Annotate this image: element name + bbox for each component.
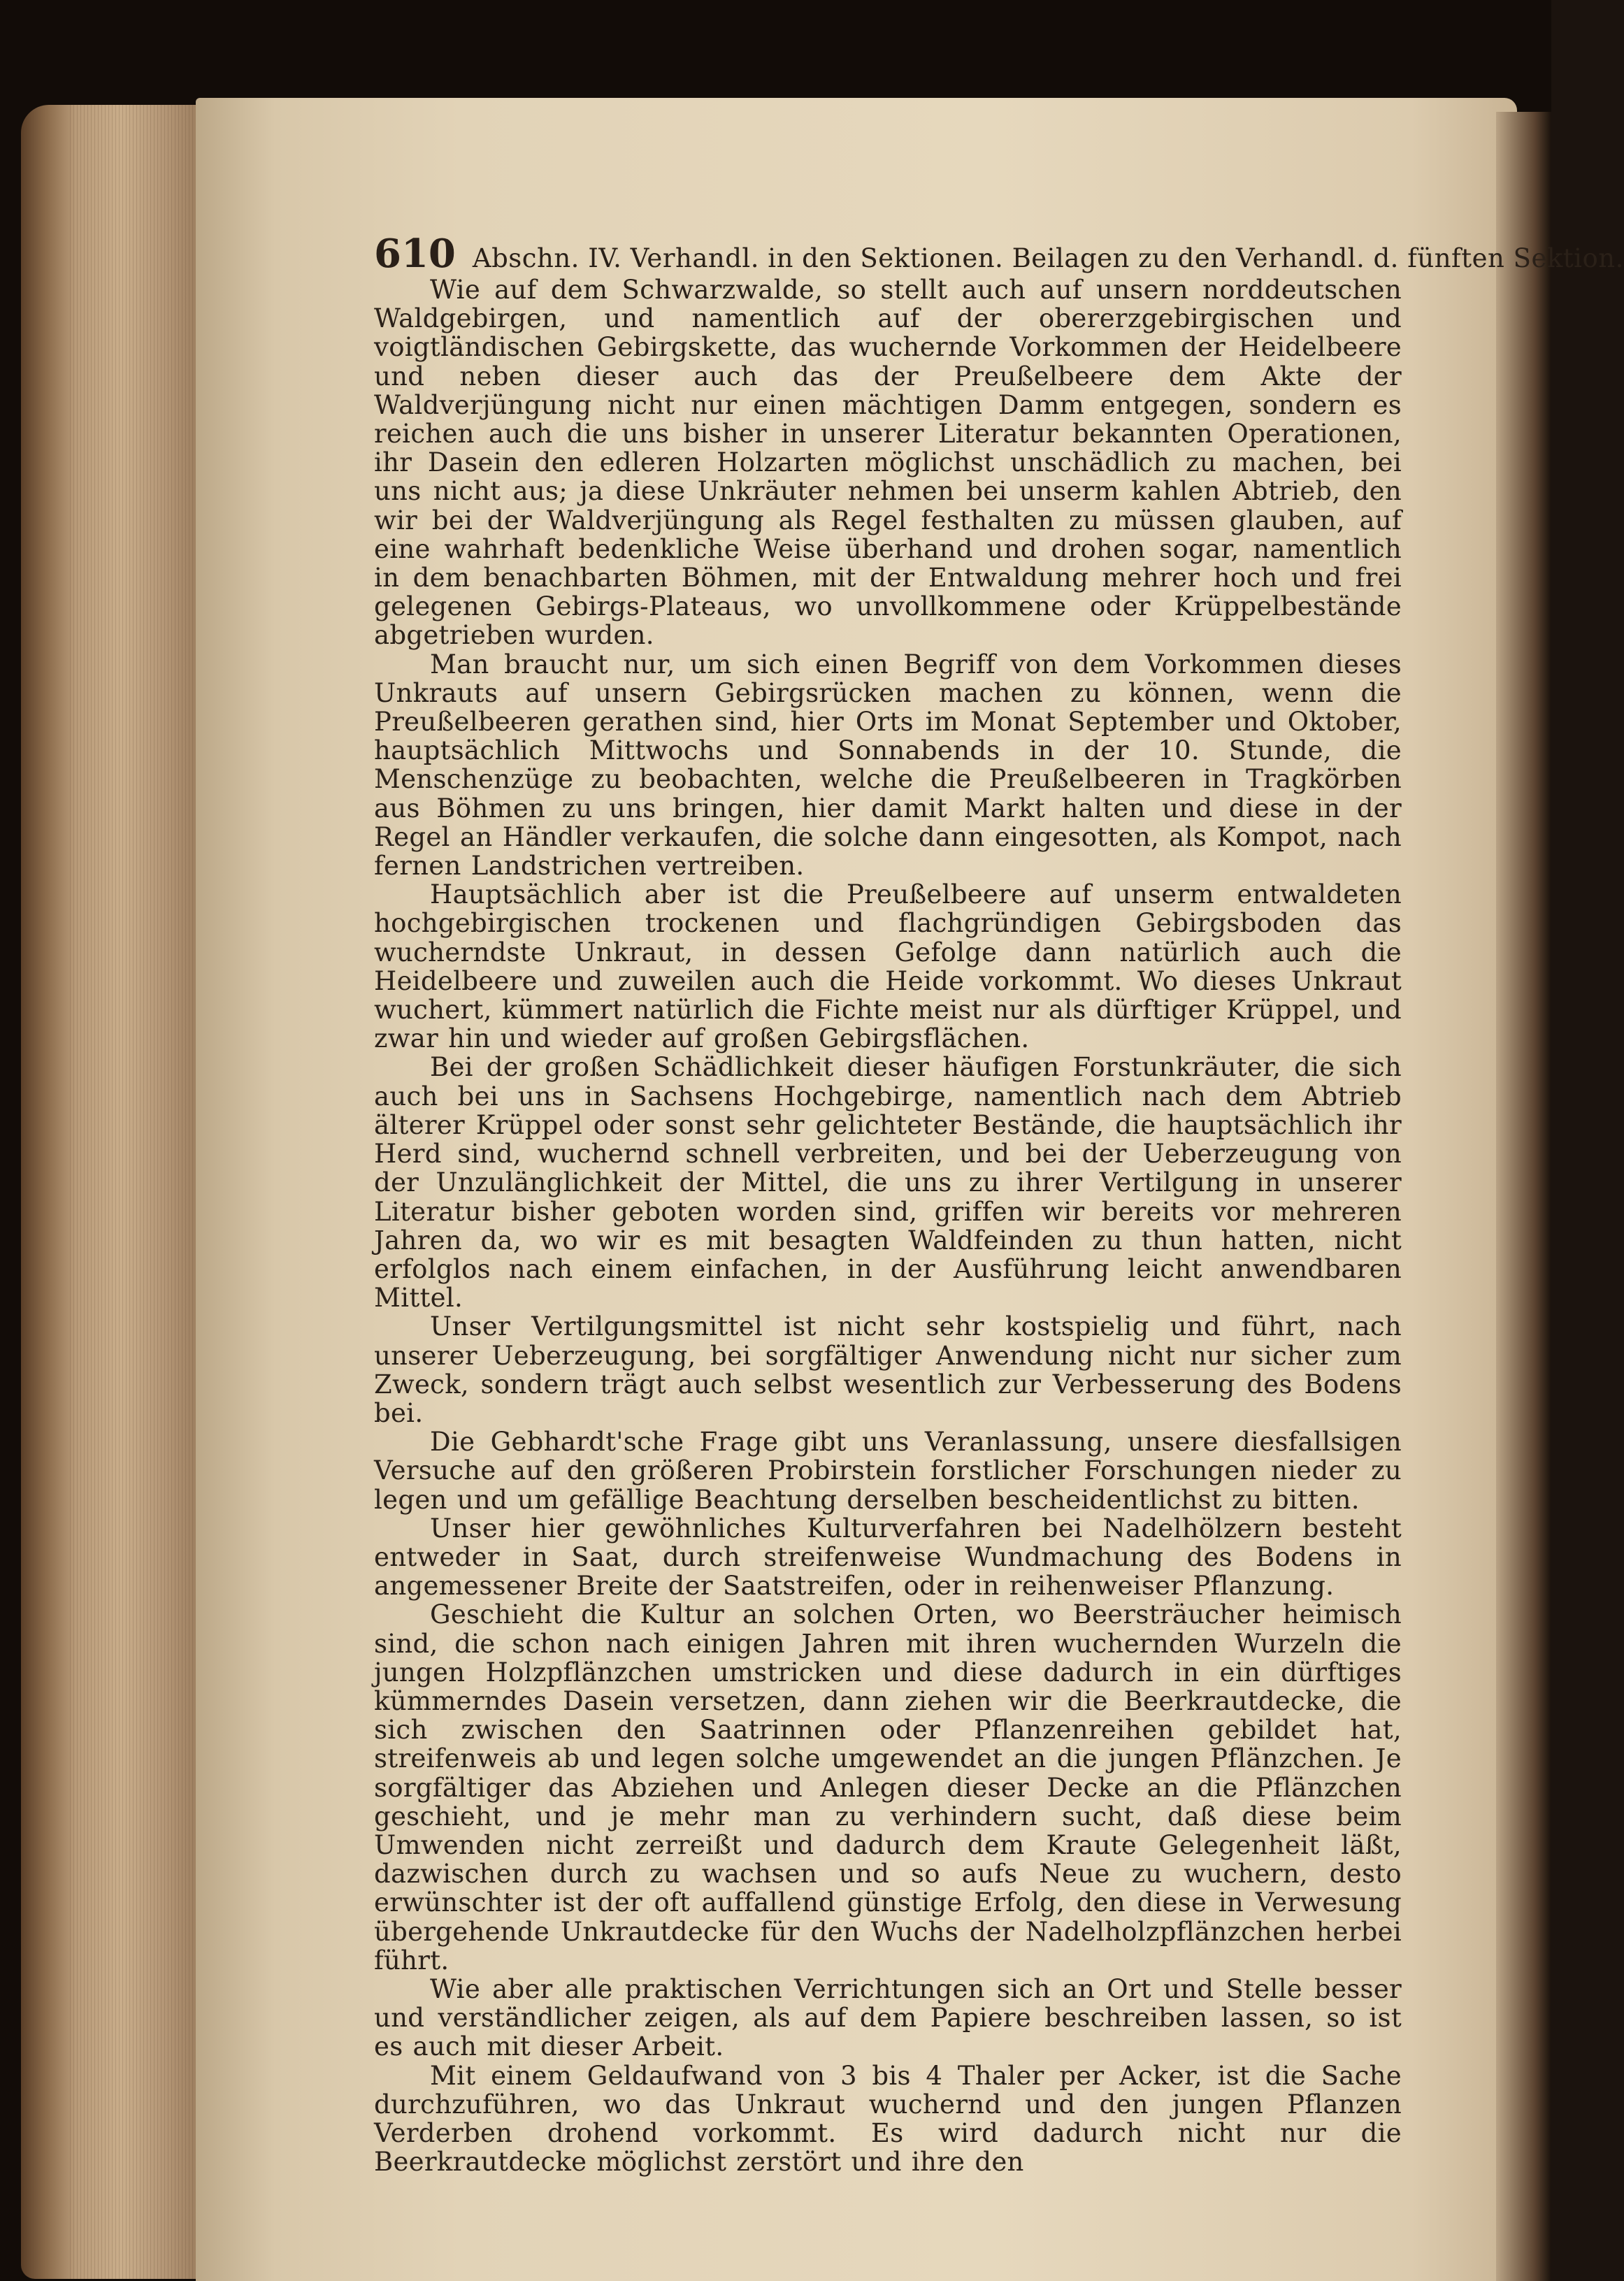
page-content [374, 231, 1624, 2178]
paragraph-1: Wie auf dem Schwarzwalde, so stellt auch auf unsern norddeutschen Waldgebirgen, und namentlich auf der obererzgebirgischen und voigtländischen Gebirgskette, das wuchernde Vorkommen der Heidelbeere und neben dieser auch das der Preußelbeere dem Akte der Waldverjüngung nicht nur einen mächtigen Damm entgegen, sondern es reichen auch die uns bisher in unserer Literatur bekannten Operationen, ihr Dasein den edleren Holzarten möglichst unschädlich zu machen, bei uns nicht aus; ja diese Unkräuter nehmen bei unserm kahlen Abtrieb, den wir bei der Waldverjüngung als Regel festhalten zu müssen glauben, auf eine wahrhaft bedenkliche Weise überhand und drohen sogar, namentlich in dem benachbarten Böhmen, mit der Entwaldung mehrer hoch und frei gelegenen Gebirgs-Plateaus, wo unvollkommene oder Krüppelbestände abgetrieben wurden. [374, 275, 1402, 651]
paragraph-7: Unser hier gewöhnliches Kulturverfahren bei Nadelhölzern besteht entweder in Saat, durch streifenweise Wundmachung des Bodens in angemessener Breite der Saatstreifen, oder in reihenweiser Pflanzung. [374, 1513, 1402, 1602]
page-header [374, 231, 1624, 277]
paragraph-8: Geschieht die Kultur an solchen Orten, wo Beersträucher heimisch sind, die schon nach einigen Jahren mit ihren wuchernden Wurzeln die jungen Holzpflänzchen umstricken und diese dadurch in ein dürftiges kümmerndes Dasein versetzen, dann ziehen wir die Beerkrautdecke, die sich zwischen den Saatrinnen oder Pflanzenreihen gebildet hat, streifenweis ab und legen solche umgewendet an die jungen Pflänzchen. Je sorgfältiger das Abziehen und Anlegen dieser Decke an die Pflänzchen geschieht, und je mehr man zu verhindern sucht, daß diese beim Umwenden nicht zerreißt und dadurch dem Kraute Gelegenheit läßt, dazwischen durch zu wachsen und so aufs Neue zu wuchern, desto erwünschter ist der oft auffallend günstige Erfolg, den diese in Verwesung übergehende Unkrautdecke für den Wuchs der Nadelholzpflänzchen herbei führt. [374, 1599, 1402, 1976]
running-head: Abschn. IV. Verhandl. in den Sektionen. Beilagen zu den Verhandl. d. fünften Sektion. [472, 243, 1624, 273]
paragraph-10: Mit einem Geldaufwand von 3 bis 4 Thaler per Acker, ist die Sache durchzuführen, wo das Unkraut wuchernd und den jungen Pflanzen Verderben drohend vorkommt. Es wird dadurch nicht nur die Beerkrautdecke möglichst zerstört und ihre den [374, 2060, 1402, 2178]
book-page-edge-lines [70, 105, 196, 2279]
body-text [374, 275, 1402, 2176]
page-number: 610 [374, 231, 456, 277]
paragraph-9: Wie aber alle praktischen Verrichtungen sich an Ort und Stelle besser und verständlicher zeigen, als auf dem Papiere beschreiben lassen, so ist es auch mit dieser Arbeit. [374, 1973, 1402, 2062]
paragraph-2: Man braucht nur, um sich einen Begriff von dem Vorkommen dieses Unkrauts auf unsern Gebirgsrücken machen zu können, wenn die Preußelbeeren gerathen sind, hier Orts im Monat September und Oktober, hauptsächlich Mittwochs und Sonnabends in der 10. Stunde, die Menschenzüge zu beobachten, welche die Preußelbeeren in Tragkörben aus Böhmen zu uns bringen, hier damit Markt halten und diese in der Regel an Händler verkaufen, die solche dann eingesotten, als Kompot, nach fernen Landstrichen vertreiben. [374, 649, 1402, 882]
paragraph-3: Hauptsächlich aber ist die Preußelbeere auf unserm entwaldeten hochgebirgischen trockenen und flachgründigen Gebirgsboden das wucherndste Unkraut, in dessen Gefolge dann natürlich auch die Heidelbeere und zuweilen auch die Heide vorkommt. Wo dieses Unkraut wuchert, kümmert natürlich die Fichte meist nur als dürftiger Krüppel, und zwar hin und wieder auf großen Gebirgsflächen. [374, 879, 1402, 1054]
paragraph-5: Unser Vertilgungsmittel ist nicht sehr kostspielig und führt, nach unserer Ueberzeugung, bei sorgfältiger Anwendung nicht nur sicher zum Zweck, sondern trägt auch selbst wesentlich zur Verbesserung des Bodens bei. [374, 1311, 1402, 1428]
right-page-shadow [1496, 112, 1551, 2281]
paragraph-6: Die Gebhardt'sche Frage gibt uns Veranlassung, unsere diesfallsigen Versuche auf den größeren Probirstein forstlicher Forschungen nieder zu legen und um gefällige Beachtung derselben bescheidentlichst zu bitten. [374, 1427, 1402, 1515]
paragraph-4: Bei der großen Schädlichkeit dieser häufigen Forstunkräuter, die sich auch bei uns in Sachsens Hochgebirge, namentlich nach dem Abtrieb älterer Krüppel oder sonst sehr gelichteter Bestände, die hauptsächlich ihr Herd sind, wuchernd schnell verbreiten, und bei der Ueberzeugung von der Unzulänglichkeit der Mittel, die uns zu ihrer Vertilgung in unserer Literatur bisher geboten worden sind, griffen wir bereits vor mehreren Jahren da, wo wir es mit besagten Waldfeinden zu thun hatten, nicht erfolglos nach einem einfachen, in der Ausführung leicht anwendbaren Mittel. [374, 1052, 1402, 1314]
